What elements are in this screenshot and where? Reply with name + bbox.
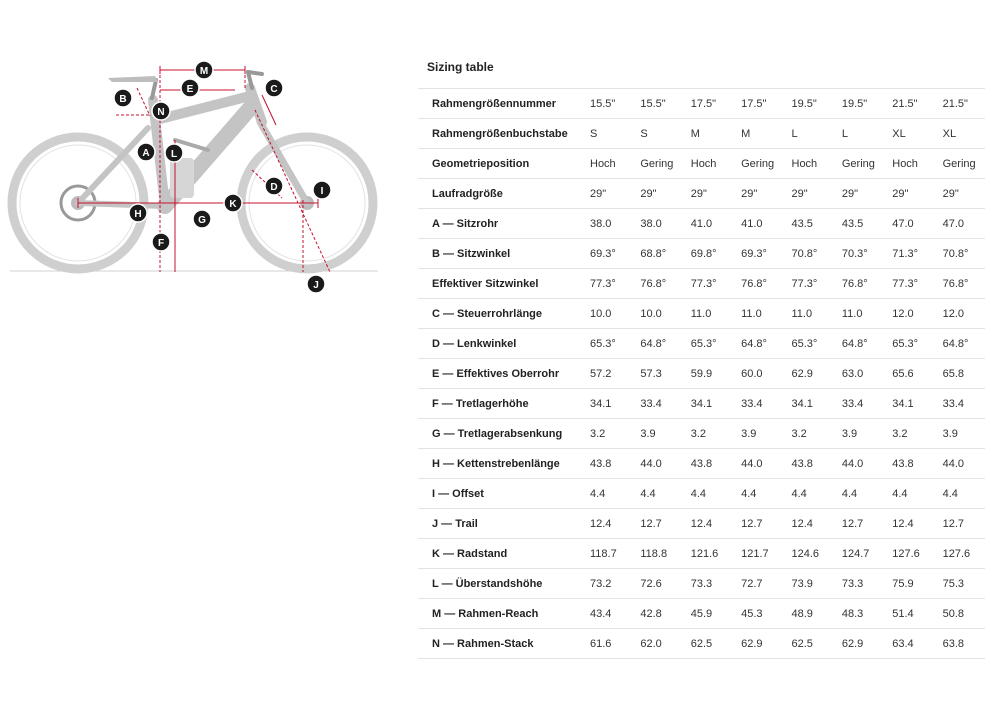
table-cell: 50.8 [935, 599, 985, 629]
table-cell: 29" [582, 179, 632, 209]
table-cell: 62.5 [784, 629, 834, 659]
table-cell: L [784, 119, 834, 149]
table-row [418, 119, 985, 149]
label-bubble-n [152, 102, 170, 120]
table-cell: 12.7 [632, 509, 682, 539]
table-row [418, 629, 985, 659]
label-bubble-c [265, 79, 283, 97]
table-cell: 29" [784, 179, 834, 209]
row-label: N — Rahmen-Stack [418, 629, 582, 659]
table-cell: 34.1 [582, 389, 632, 419]
table-cell: 4.4 [582, 479, 632, 509]
table-cell: Hoch [582, 149, 632, 179]
row-label: A — Sitzrohr [418, 209, 582, 239]
table-row [418, 239, 985, 269]
label-bubble-j [307, 275, 325, 293]
table-cell: 62.9 [784, 359, 834, 389]
table-cell: 65.3° [884, 329, 934, 359]
label-bubble-d [265, 177, 283, 195]
table-cell: 72.6 [632, 569, 682, 599]
table-cell: 41.0 [733, 209, 783, 239]
table-cell: 12.0 [935, 299, 985, 329]
table-cell: 124.7 [834, 539, 884, 569]
table-cell: 10.0 [632, 299, 682, 329]
table-row [418, 149, 985, 179]
table-cell: 62.9 [834, 629, 884, 659]
row-label: Effektiver Sitzwinkel [418, 269, 582, 299]
table-cell: 77.3° [784, 269, 834, 299]
table-cell: 44.0 [834, 449, 884, 479]
table-cell: 65.8 [935, 359, 985, 389]
table-cell: Gering [733, 149, 783, 179]
svg-text:G: G [198, 215, 206, 226]
table-cell: 3.2 [683, 419, 733, 449]
table-cell: L [834, 119, 884, 149]
table-cell: 64.8° [935, 329, 985, 359]
table-cell: 64.8° [632, 329, 682, 359]
table-cell: 29" [935, 179, 985, 209]
table-cell: 33.4 [935, 389, 985, 419]
table-cell: 64.8° [733, 329, 783, 359]
row-label: D — Lenkwinkel [418, 329, 582, 359]
table-cell: M [733, 119, 783, 149]
table-cell: 3.9 [733, 419, 783, 449]
table-cell: 43.5 [834, 209, 884, 239]
table-cell: 69.8° [683, 239, 733, 269]
table-cell: 12.7 [935, 509, 985, 539]
table-cell: 11.0 [784, 299, 834, 329]
table-cell: 33.4 [733, 389, 783, 419]
table-cell: 21.5" [884, 89, 934, 119]
table-cell: 43.8 [784, 449, 834, 479]
table-cell: 11.0 [834, 299, 884, 329]
table-cell: 33.4 [834, 389, 884, 419]
table-cell: 12.4 [884, 509, 934, 539]
table-cell: 29" [834, 179, 884, 209]
svg-text:F: F [157, 238, 165, 249]
table-cell: 65.6 [884, 359, 934, 389]
table-cell: 65.3° [582, 329, 632, 359]
table-cell: 45.9 [683, 599, 733, 629]
table-cell: 68.8° [632, 239, 682, 269]
table-cell: 61.6 [582, 629, 632, 659]
table-cell: 29" [884, 179, 934, 209]
bike-geometry-svg [0, 40, 390, 310]
table-cell: Hoch [884, 149, 934, 179]
table-cell: 70.3° [834, 239, 884, 269]
table-cell: 3.2 [582, 419, 632, 449]
svg-text:M: M [199, 66, 209, 77]
table-cell: 38.0 [582, 209, 632, 239]
table-cell: 43.8 [884, 449, 934, 479]
table-cell: M [683, 119, 733, 149]
row-label: E — Effektives Oberrohr [418, 359, 582, 389]
table-cell: S [582, 119, 632, 149]
table-cell: 47.0 [935, 209, 985, 239]
table-cell: Gering [632, 149, 682, 179]
table-cell: 59.9 [683, 359, 733, 389]
table-cell: 73.3 [834, 569, 884, 599]
table-cell: 3.2 [884, 419, 934, 449]
svg-text:E: E [186, 84, 194, 95]
label-bubble-e [181, 79, 199, 97]
row-label: Geometrieposition [418, 149, 582, 179]
table-cell: 4.4 [884, 479, 934, 509]
table-cell: 57.3 [632, 359, 682, 389]
sizing-table-body [418, 89, 985, 659]
table-cell: 77.3° [582, 269, 632, 299]
table-cell: 38.0 [632, 209, 682, 239]
svg-text:C: C [270, 84, 278, 95]
table-cell: Hoch [683, 149, 733, 179]
table-cell: 17.5" [733, 89, 783, 119]
table-cell: 43.4 [582, 599, 632, 629]
table-cell: 4.4 [632, 479, 682, 509]
table-cell: 11.0 [683, 299, 733, 329]
table-cell: 3.9 [834, 419, 884, 449]
table-cell: 71.3° [884, 239, 934, 269]
table-cell: 47.0 [884, 209, 934, 239]
row-label: C — Steuerrohrlänge [418, 299, 582, 329]
table-cell: 63.4 [884, 629, 934, 659]
table-cell: 42.8 [632, 599, 682, 629]
table-cell: 69.3° [582, 239, 632, 269]
table-cell: 4.4 [733, 479, 783, 509]
table-cell: 62.5 [683, 629, 733, 659]
row-label: Rahmengrößenbuchstabe [418, 119, 582, 149]
table-cell: 43.8 [582, 449, 632, 479]
table-cell: 44.0 [733, 449, 783, 479]
sizing-table-title: Sizing table [427, 60, 494, 74]
table-cell: 65.3° [784, 329, 834, 359]
table-cell: 77.3° [683, 269, 733, 299]
table-cell: 63.8 [935, 629, 985, 659]
table-row [418, 299, 985, 329]
table-cell: 12.7 [834, 509, 884, 539]
label-bubble-b [114, 89, 132, 107]
row-label: G — Tretlagerabsenkung [418, 419, 582, 449]
table-cell: 19.5" [784, 89, 834, 119]
row-label: J — Trail [418, 509, 582, 539]
table-cell: 29" [683, 179, 733, 209]
table-cell: 118.7 [582, 539, 632, 569]
table-cell: 21.5" [935, 89, 985, 119]
table-row [418, 89, 985, 119]
label-bubble-m [195, 61, 213, 79]
svg-text:L: L [170, 149, 178, 160]
row-label: Rahmengrößennummer [418, 89, 582, 119]
table-cell: 44.0 [632, 449, 682, 479]
table-cell: XL [884, 119, 934, 149]
table-cell: 43.8 [683, 449, 733, 479]
table-cell: 12.0 [884, 299, 934, 329]
table-cell: 3.9 [632, 419, 682, 449]
table-cell: 77.3° [884, 269, 934, 299]
svg-text:H: H [134, 209, 142, 220]
table-cell: 10.0 [582, 299, 632, 329]
table-cell: XL [935, 119, 985, 149]
table-cell: 29" [733, 179, 783, 209]
sizing-table-section [418, 58, 985, 659]
table-cell: 29" [632, 179, 682, 209]
table-cell: 76.8° [632, 269, 682, 299]
table-cell: 34.1 [784, 389, 834, 419]
table-cell: 34.1 [884, 389, 934, 419]
table-cell: 12.4 [784, 509, 834, 539]
row-label: I — Offset [418, 479, 582, 509]
table-cell: 3.9 [935, 419, 985, 449]
table-cell: 15.5" [632, 89, 682, 119]
svg-text:A: A [142, 148, 150, 159]
table-cell: 127.6 [935, 539, 985, 569]
table-cell: 73.2 [582, 569, 632, 599]
table-cell: 60.0 [733, 359, 783, 389]
table-cell: 3.2 [784, 419, 834, 449]
table-cell: 48.3 [834, 599, 884, 629]
row-label: H — Kettenstrebenlänge [418, 449, 582, 479]
table-row [418, 179, 985, 209]
table-row [418, 539, 985, 569]
table-cell: 63.0 [834, 359, 884, 389]
label-bubble-l [165, 144, 183, 162]
row-label: B — Sitzwinkel [418, 239, 582, 269]
table-cell: 4.4 [935, 479, 985, 509]
table-cell: 72.7 [733, 569, 783, 599]
table-row [418, 389, 985, 419]
table-cell: 75.3 [935, 569, 985, 599]
table-cell: Gering [834, 149, 884, 179]
table-row [418, 209, 985, 239]
label-bubble-k [224, 194, 242, 212]
table-cell: 70.8° [935, 239, 985, 269]
saddle [108, 76, 158, 82]
table-cell: 121.7 [733, 539, 783, 569]
label-bubble-g [193, 210, 211, 228]
table-cell: 118.8 [632, 539, 682, 569]
table-row [418, 509, 985, 539]
svg-text:K: K [229, 199, 237, 210]
label-bubble-a [137, 143, 155, 161]
svg-text:J: J [313, 280, 319, 291]
row-label: M — Rahmen-Reach [418, 599, 582, 629]
table-cell: 62.9 [733, 629, 783, 659]
table-cell: 44.0 [935, 449, 985, 479]
table-row [418, 569, 985, 599]
table-cell: 11.0 [733, 299, 783, 329]
table-row [418, 269, 985, 299]
table-cell: 62.0 [632, 629, 682, 659]
table-cell: 75.9 [884, 569, 934, 599]
table-row [418, 419, 985, 449]
table-cell: 12.4 [582, 509, 632, 539]
table-cell: 76.8° [834, 269, 884, 299]
table-cell: 73.9 [784, 569, 834, 599]
label-bubble-i [313, 181, 331, 199]
table-cell: 33.4 [632, 389, 682, 419]
table-cell: 121.6 [683, 539, 733, 569]
svg-text:B: B [119, 94, 127, 105]
row-label: K — Radstand [418, 539, 582, 569]
table-cell: 34.1 [683, 389, 733, 419]
table-cell: 4.4 [784, 479, 834, 509]
table-row [418, 359, 985, 389]
table-cell: 17.5" [683, 89, 733, 119]
table-cell: 48.9 [784, 599, 834, 629]
table-cell: 51.4 [884, 599, 934, 629]
table-cell: 127.6 [884, 539, 934, 569]
table-cell: 124.6 [784, 539, 834, 569]
label-bubble-h [129, 204, 147, 222]
table-cell: 19.5" [834, 89, 884, 119]
table-row [418, 479, 985, 509]
table-cell: Gering [935, 149, 985, 179]
svg-text:I: I [320, 186, 324, 197]
table-cell: 15.5" [582, 89, 632, 119]
table-cell: 41.0 [683, 209, 733, 239]
table-row [418, 449, 985, 479]
table-cell: 65.3° [683, 329, 733, 359]
table-cell: 73.3 [683, 569, 733, 599]
svg-text:N: N [157, 107, 165, 118]
table-cell: 64.8° [834, 329, 884, 359]
bike-geometry-diagram [0, 40, 390, 310]
svg-text:D: D [270, 182, 278, 193]
table-cell: 4.4 [834, 479, 884, 509]
table-cell: 12.4 [683, 509, 733, 539]
table-cell: 57.2 [582, 359, 632, 389]
table-cell: Hoch [784, 149, 834, 179]
table-cell: 4.4 [683, 479, 733, 509]
table-cell: 43.5 [784, 209, 834, 239]
row-label: Laufradgröße [418, 179, 582, 209]
label-bubble-f [152, 233, 170, 251]
table-cell: 76.8° [935, 269, 985, 299]
row-label: L — Überstandshöhe [418, 569, 582, 599]
table-cell: 45.3 [733, 599, 783, 629]
row-label: F — Tretlagerhöhe [418, 389, 582, 419]
table-cell: 12.7 [733, 509, 783, 539]
table-cell: 70.8° [784, 239, 834, 269]
table-cell: 69.3° [733, 239, 783, 269]
table-cell: 76.8° [733, 269, 783, 299]
table-row [418, 599, 985, 629]
table-cell: S [632, 119, 682, 149]
sizing-table [418, 88, 985, 659]
table-row [418, 329, 985, 359]
